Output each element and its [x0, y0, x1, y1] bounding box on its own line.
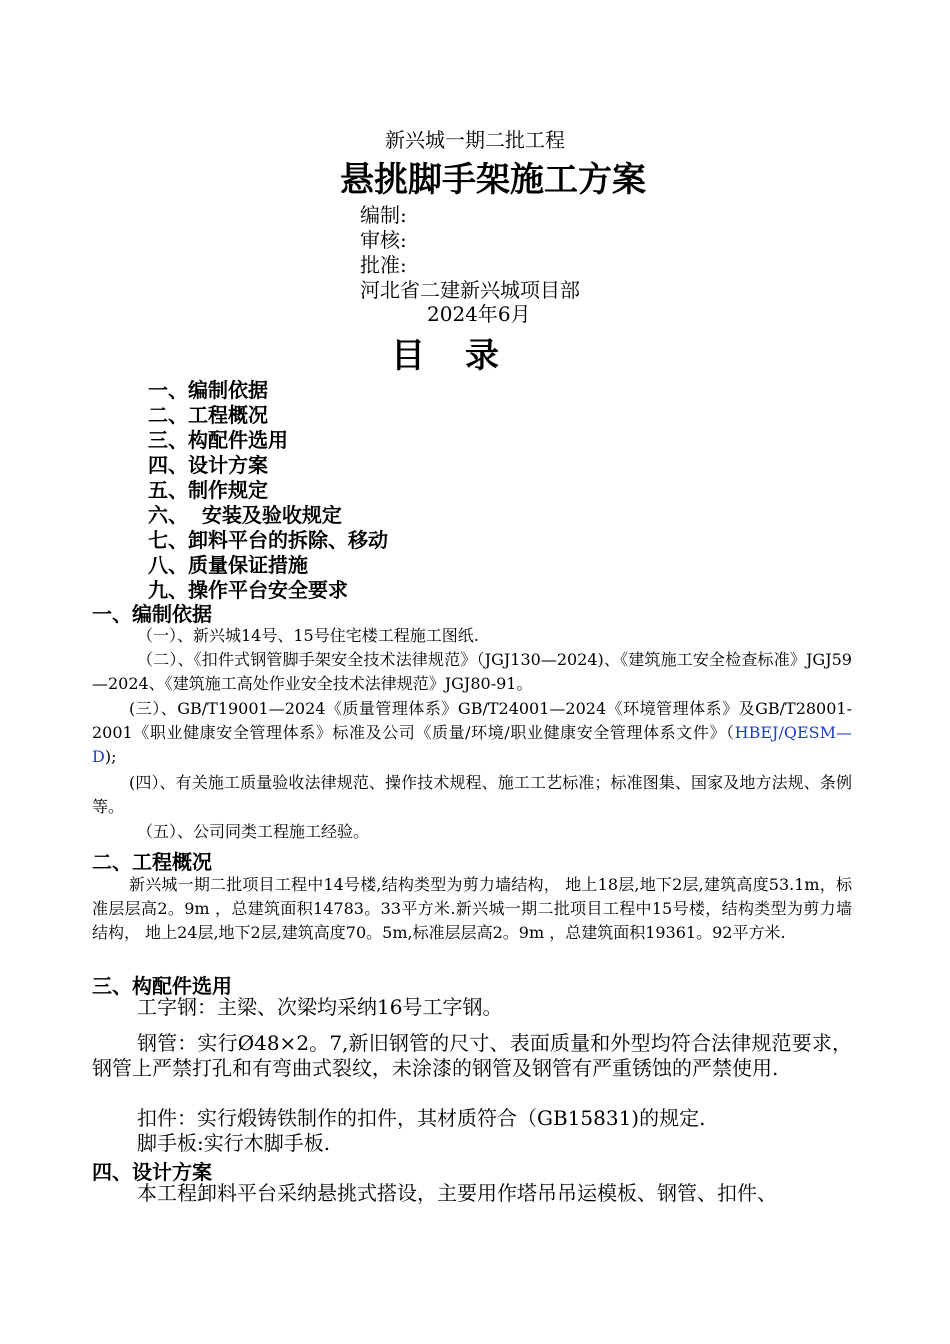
- toc-item: 八、质量保证措施: [148, 553, 308, 577]
- system-code: HBEJ/QESM—D: [92, 723, 852, 766]
- toc-title: 目录: [391, 336, 539, 376]
- paragraph: 扣件：实行煅铸铁制作的扣件，其材质符合（GB15831)的规定.: [137, 1106, 706, 1130]
- paragraph: 工字钢：主梁、次梁均采纳16号工字钢。: [137, 995, 503, 1019]
- toc-item: 三、构配件选用: [148, 428, 288, 452]
- paragraph: 新兴城一期二批项目工程中14号楼,结构类型为剪力墙结构， 地上18层,地下2层,建筑高度53.1m，标准层层高2。9m ，总建筑面积14783。33平方米.新兴城一期二批项目工程中15号楼，结构类型为剪力墙结构， 地上24层,地下2层,建筑高度70。5m,标准层层高2。9m ，总建筑面积19361。92平方米.: [92, 875, 852, 942]
- paragraph: 本工程卸料平台采纳悬挑式搭设，主要用作塔吊吊运模板、钢管、扣件、: [137, 1181, 777, 1205]
- toc-item: 九、操作平台安全要求: [148, 578, 348, 602]
- document-date: 2024年6月: [427, 302, 531, 326]
- approved-by: 批准:: [360, 253, 407, 277]
- paragraph: （二）、《扣件式钢管脚手架安全技术法律规范》（JGJ130—2024)、《建筑施工安全检查标准》JGJ59—2024、《建筑施工高处作业安全技术法律规范》JGJ80-91。: [92, 650, 852, 693]
- toc-item: 六、 安装及验收规定: [148, 503, 342, 527]
- section-heading: 三、构配件选用: [92, 974, 232, 998]
- paragraph: 钢管：实行Ø48×2。7,新旧钢管的尺寸、表面质量和外型均符合法律规范要求，钢管上严禁打孔和有弯曲式裂纹，未涂漆的钢管及钢管有严重锈蚀的严禁使用.: [92, 1031, 852, 1080]
- document-title: 悬挑脚手架施工方案: [340, 160, 646, 200]
- paragraph-text: );: [104, 747, 117, 766]
- paragraph-text: (三）、GB/T19001—2024《质量管理体系》GB/T24001—2024《环境管理体系》及GB/T28001-2001《职业健康安全管理体系》标准及公司《质量/环境/职业健康安全管理体系文件》（: [92, 699, 852, 742]
- project-name: 新兴城一期二批工程: [385, 128, 565, 152]
- paragraph: [92, 697, 852, 769]
- toc-item: 四、设计方案: [148, 453, 268, 477]
- section-heading: 一、编制依据: [92, 602, 212, 626]
- paragraph: （一）、新兴城14号、15号住宅楼工程施工图纸.: [137, 626, 479, 645]
- organization: 河北省二建新兴城项目部: [360, 278, 580, 302]
- section-heading: 四、设计方案: [92, 1160, 212, 1184]
- toc-item: 七、卸料平台的拆除、移动: [148, 528, 388, 552]
- section-heading: 二、工程概况: [92, 850, 212, 874]
- paragraph: (四）、有关施工质量验收法律规范、操作技术规程、施工工艺标准；标准图集、国家及地方法规、条例等。: [92, 773, 852, 816]
- compiled-by: 编制:: [360, 203, 407, 227]
- toc-item: 一、编制依据: [148, 378, 268, 402]
- toc-item: 二、工程概况: [148, 403, 268, 427]
- toc-item: 五、制作规定: [148, 478, 268, 502]
- paragraph: （五）、公司同类工程施工经验。: [137, 822, 370, 841]
- reviewed-by: 审核:: [360, 228, 407, 252]
- paragraph: 脚手板:实行木脚手板.: [137, 1131, 331, 1155]
